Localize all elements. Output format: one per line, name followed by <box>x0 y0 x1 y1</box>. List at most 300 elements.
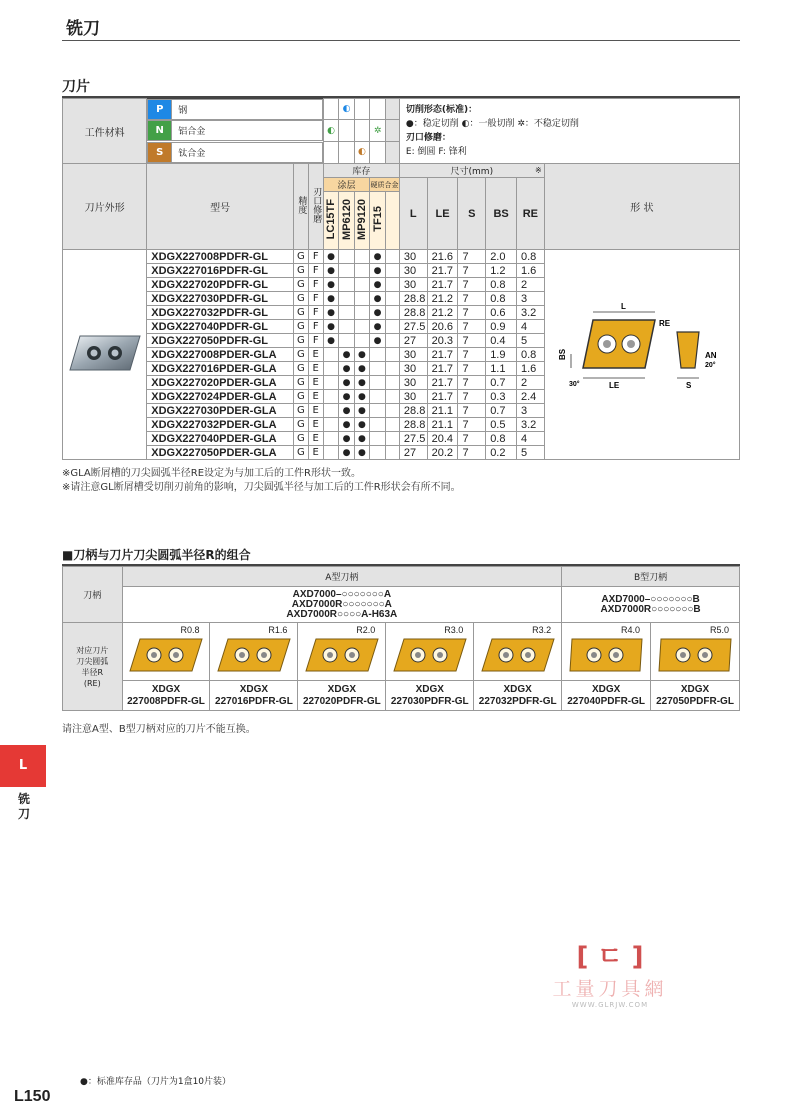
insert-image-cell <box>562 623 651 681</box>
insert-code-cell <box>298 681 386 711</box>
edge-prep-value: F <box>308 320 323 334</box>
stock-mark: ● <box>370 292 386 306</box>
dim-value: 7 <box>458 404 486 418</box>
product-code: XDGX227020PDFR-GL <box>147 278 294 292</box>
coated-label: 涂层 <box>323 178 369 192</box>
insert-code-line1: XDGX <box>327 683 357 695</box>
material-name-titanium: 钛合金 <box>172 142 323 162</box>
precision-value: G <box>294 418 308 432</box>
stock-mark <box>323 404 338 418</box>
edge-prep-value: E <box>308 446 323 460</box>
dim-label-an: AN <box>704 351 717 360</box>
holder-note: 请注意A型、B型刀柄对应的刀片不能互换。 <box>62 724 256 735</box>
type-a-code: AXD7000R○○○○A-H63A <box>286 608 398 620</box>
insert-code-line2: 227020PDFR-GL <box>302 695 381 707</box>
stock-mark: ● <box>370 278 386 292</box>
dim-value: 0.7 <box>486 376 517 390</box>
insert-image-cell <box>386 623 474 681</box>
product-code: XDGX227030PDFR-GL <box>147 292 294 306</box>
profile-diagram <box>544 250 739 460</box>
dim-value: 21.1 <box>427 404 458 418</box>
insert-code-line1: XDGX <box>591 683 621 695</box>
product-code: XDGX227032PDER-GLA <box>147 418 294 432</box>
insert-drawing-icon <box>549 298 735 408</box>
radius-label: R3.2 <box>532 625 552 635</box>
grade-mark <box>370 141 386 163</box>
insert-image-cell <box>298 623 386 681</box>
edge-prep-value: E <box>308 362 323 376</box>
product-code: XDGX227040PDER-GLA <box>147 432 294 446</box>
dim-value: 21.7 <box>427 390 458 404</box>
dim-value: 7 <box>458 320 486 334</box>
product-code: XDGX227016PDER-GLA <box>147 362 294 376</box>
stock-mark <box>323 362 338 376</box>
grade-mark: ✲ <box>370 120 386 141</box>
stock-mark: ● <box>339 404 354 418</box>
insert-code-line2: 227040PDFR-GL <box>567 695 646 707</box>
precision-value: G <box>294 320 308 334</box>
stock-mark: ● <box>339 446 354 460</box>
dim-value: 21.2 <box>427 306 458 320</box>
stock-mark <box>323 418 338 432</box>
stock-mark <box>354 264 369 278</box>
legend-cut-title: 切削形态(标准)： <box>405 105 478 115</box>
dim-value: 0.3 <box>486 390 517 404</box>
dim-value: 7 <box>458 390 486 404</box>
edge-prep-value: E <box>308 432 323 446</box>
dim-value: 30 <box>399 264 427 278</box>
stock-mark <box>323 432 338 446</box>
stock-mark <box>354 334 369 348</box>
dim-value: 0.9 <box>486 320 517 334</box>
stock-mark <box>323 390 338 404</box>
precision-value: G <box>294 404 308 418</box>
col-bs: BS <box>486 178 517 250</box>
precision-value: G <box>294 348 308 362</box>
profile-label: 形 状 <box>544 164 739 250</box>
dim-value: 7 <box>458 446 486 460</box>
dim-value: 28.8 <box>399 306 427 320</box>
insert-icon <box>566 635 646 675</box>
stock-mark: ● <box>354 348 369 362</box>
watermark <box>530 940 690 1009</box>
stock-mark: ● <box>339 390 354 404</box>
dim-value: 27.5 <box>399 320 427 334</box>
precision-value: G <box>294 278 308 292</box>
material-name-steel: 钢 <box>172 99 323 119</box>
page-title: 铣刀 <box>66 19 100 39</box>
dim-value: 0.8 <box>486 292 517 306</box>
dim-value: 0.8 <box>486 278 517 292</box>
edge-prep-value: E <box>308 418 323 432</box>
dim-value: 27 <box>399 446 427 460</box>
type-b-code: AXD7000–○○○○○○○B <box>601 593 700 605</box>
dim-value: 5 <box>517 446 545 460</box>
stock-mark: ● <box>339 432 354 446</box>
stock-mark <box>323 376 338 390</box>
stock-mark: ● <box>339 362 354 376</box>
dim-value: 21.6 <box>427 250 458 264</box>
dim-value: 2.0 <box>486 250 517 264</box>
stock-mark: ● <box>323 264 338 278</box>
insert-icon <box>126 635 206 675</box>
title-divider <box>62 40 740 41</box>
stock-mark <box>339 334 354 348</box>
dim-value: 3.2 <box>517 418 545 432</box>
stock-mark: ● <box>323 334 338 348</box>
grade-mark: ◐ <box>339 99 354 120</box>
stock-mark <box>339 306 354 320</box>
product-code: XDGX227030PDER-GLA <box>147 404 294 418</box>
dim-value: 21.7 <box>427 348 458 362</box>
shape-label: 刀片外形 <box>63 164 147 250</box>
material-name-aluminum: 铝合金 <box>172 121 323 141</box>
stock-mark <box>323 348 338 362</box>
precision-value: G <box>294 264 308 278</box>
product-code: XDGX227050PDFR-GL <box>147 334 294 348</box>
col-l: L <box>399 178 427 250</box>
insert-icon <box>302 635 382 675</box>
dim-label-s: S <box>685 381 692 390</box>
stock-mark <box>339 250 354 264</box>
grade-mark <box>370 99 386 120</box>
radius-label: R2.0 <box>356 625 376 635</box>
dim-value: 20.2 <box>427 446 458 460</box>
legend-edge-items: E: 倒圆 F: 锋利 <box>405 147 467 157</box>
dim-value: 7 <box>458 306 486 320</box>
precision-value: G <box>294 250 308 264</box>
col-re: RE <box>522 207 538 220</box>
dim-value: 2.4 <box>517 390 545 404</box>
insert-code-line1: XDGX <box>151 683 181 695</box>
dim-value: 4 <box>517 432 545 446</box>
legend-edge-title: 刃口修磨： <box>405 133 451 143</box>
dim-label-re: RE <box>658 319 670 328</box>
stock-mark <box>354 292 369 306</box>
precision-label: 精度 <box>296 195 307 214</box>
stock-mark <box>323 446 338 460</box>
dim-value: 3 <box>517 404 545 418</box>
dim-value: 30 <box>399 362 427 376</box>
radius-label: R4.0 <box>621 625 641 635</box>
watermark-logo-icon: [ ㄷ ] <box>576 942 644 972</box>
dim-value: 21.7 <box>427 264 458 278</box>
dim-value: 30 <box>399 250 427 264</box>
insert-photo <box>63 250 147 460</box>
dim-value: 30 <box>399 278 427 292</box>
edge-prep-value: F <box>308 334 323 348</box>
stock-mark: ● <box>323 306 338 320</box>
dim-value: 7 <box>458 264 486 278</box>
type-a-label: A型刀柄 <box>122 567 562 587</box>
stock-mark: ● <box>370 250 386 264</box>
stock-mark: ● <box>323 278 338 292</box>
dim-value: 20.3 <box>427 334 458 348</box>
insert-code-cell <box>122 681 210 711</box>
dim-value: 30 <box>399 376 427 390</box>
edge-prep-value: E <box>308 348 323 362</box>
stock-mark: ● <box>370 264 386 278</box>
precision-value: G <box>294 390 308 404</box>
stock-mark <box>370 432 386 446</box>
grade-mp9120: MP9120 <box>355 198 368 240</box>
dim-value: 20.4 <box>427 432 458 446</box>
insert-table <box>62 98 740 460</box>
dim-value: 7 <box>458 348 486 362</box>
dim-value: 21.7 <box>427 362 458 376</box>
product-code: XDGX227016PDFR-GL <box>147 264 294 278</box>
dim-value: 0.6 <box>486 306 517 320</box>
dim-value: 4 <box>517 320 545 334</box>
material-letter-p: P <box>148 99 172 119</box>
dim-value: 1.1 <box>486 362 517 376</box>
insert-photo-icon <box>66 330 144 376</box>
stock-mark: ● <box>339 348 354 362</box>
dim-value: 0.5 <box>486 418 517 432</box>
insert-image-cell <box>210 623 298 681</box>
insert-code-line2: 227032PDFR-GL <box>478 695 557 707</box>
insert-code-cell <box>562 681 651 711</box>
precision-value: G <box>294 432 308 446</box>
stock-mark <box>354 278 369 292</box>
edge-prep-value: F <box>308 292 323 306</box>
stock-mark <box>354 320 369 334</box>
insert-code-line2: 227016PDFR-GL <box>215 695 293 707</box>
dim-value: 2 <box>517 278 545 292</box>
dim-value: 7 <box>458 418 486 432</box>
dim-value: 7 <box>458 334 486 348</box>
precision-value: G <box>294 292 308 306</box>
product-code: XDGX227040PDFR-GL <box>147 320 294 334</box>
dim-label-angle20: 20° <box>704 362 716 369</box>
stock-mark <box>370 348 386 362</box>
insert-code-line1: XDGX <box>415 683 444 695</box>
holder-label: 刀柄 <box>63 567 123 623</box>
holder-combination-table <box>62 566 740 711</box>
watermark-text: 工量刀具網 <box>552 978 668 1000</box>
dim-value: 2 <box>517 376 545 390</box>
insert-icon <box>390 635 470 675</box>
stock-mark: ● <box>354 432 369 446</box>
legend <box>399 99 739 164</box>
stock-mark: ● <box>354 404 369 418</box>
insert-code-cell <box>474 681 562 711</box>
grade-mark <box>339 141 354 163</box>
product-code: XDGX227008PDFR-GL <box>147 250 294 264</box>
page-number: L150 <box>14 1088 51 1105</box>
insert-code-line2: 227008PDFR-GL <box>127 695 205 707</box>
insert-image-cell <box>474 623 562 681</box>
insert-code-line1: XDGX <box>503 683 532 695</box>
edge-prep-label: 刃口修磨 <box>311 186 322 223</box>
material-letter-n: N <box>148 121 172 141</box>
dim-label-bs: BS <box>557 348 567 360</box>
stock-mark: ● <box>339 376 354 390</box>
product-code: XDGX227024PDER-GLA <box>147 390 294 404</box>
dim-label-l: L <box>620 302 626 311</box>
edge-prep-value: F <box>308 278 323 292</box>
stock-mark: ● <box>323 292 338 306</box>
stock-mark: ● <box>354 390 369 404</box>
section-title-inserts: 刀片 <box>62 79 90 95</box>
dim-value: 0.2 <box>486 446 517 460</box>
stock-mark <box>370 390 386 404</box>
stock-mark <box>354 250 369 264</box>
workpiece-label: 工件材料 <box>63 99 147 164</box>
dim-value: 28.8 <box>399 292 427 306</box>
insert-label: 对应刀片 刀尖圆弧 半径R (RE) <box>63 623 123 711</box>
dim-value: 3 <box>517 292 545 306</box>
grade-mark <box>323 141 338 163</box>
insert-icon <box>214 635 294 675</box>
dim-value: 7 <box>458 376 486 390</box>
dim-value: 0.4 <box>486 334 517 348</box>
dim-value: 21.2 <box>427 292 458 306</box>
grade-mark <box>339 120 354 141</box>
dim-value: 5 <box>517 334 545 348</box>
grade-tf15: TF15 <box>371 206 384 232</box>
insert-icon <box>655 635 735 675</box>
stock-mark: ● <box>339 418 354 432</box>
dim-value: 0.7 <box>486 404 517 418</box>
stock-mark: ● <box>370 306 386 320</box>
stock-mark <box>339 264 354 278</box>
watermark-url: WWW.GLRJW.COM <box>571 1001 649 1009</box>
stock-mark <box>339 292 354 306</box>
radius-label: R0.8 <box>180 625 200 635</box>
side-tab: L <box>0 745 46 787</box>
insert-code-line1: XDGX <box>239 683 269 695</box>
edge-prep-value: E <box>308 404 323 418</box>
insert-code-cell <box>651 681 740 711</box>
precision-value: G <box>294 362 308 376</box>
dim-value: 7 <box>458 432 486 446</box>
stock-mark: ● <box>354 362 369 376</box>
insert-image-cell <box>122 623 210 681</box>
col-le: LE <box>427 178 458 250</box>
insert-code-line2: 227030PDFR-GL <box>390 695 469 707</box>
product-code: XDGX227020PDER-GLA <box>147 376 294 390</box>
insert-code-cell <box>386 681 474 711</box>
col-s: S <box>458 178 486 250</box>
product-code: XDGX227032PDFR-GL <box>147 306 294 320</box>
section-title-combination: ■刀柄与刀片刀尖圆弧半径R的组合 <box>62 548 251 562</box>
stock-mark <box>339 320 354 334</box>
dim-value: 27.5 <box>399 432 427 446</box>
note-gl: ※请注意GL断屑槽受切削刃前角的影响，刀尖圆弧半径与加工后的工件R形状会有所不同。 <box>62 482 461 493</box>
stock-mark: ● <box>323 250 338 264</box>
dim-value: 21.7 <box>427 376 458 390</box>
model-label: 型号 <box>147 164 294 250</box>
radius-label: R3.0 <box>444 625 464 635</box>
edge-prep-value: E <box>308 376 323 390</box>
dim-value: 7 <box>458 278 486 292</box>
stock-mark: ● <box>370 334 386 348</box>
precision-value: G <box>294 446 308 460</box>
dim-value: 27 <box>399 334 427 348</box>
grade-mark: ◐ <box>323 120 338 141</box>
re-note-mark: ※ <box>535 166 542 175</box>
stock-mark <box>354 306 369 320</box>
dim-value: 0.8 <box>517 348 545 362</box>
legend-cut-items: ●：稳定切削 ◐：一般切削 ✲：不稳定切削 <box>405 119 579 129</box>
radius-label: R5.0 <box>709 625 729 635</box>
dim-value: 7 <box>458 362 486 376</box>
radius-label: R1.6 <box>268 625 288 635</box>
dim-value: 7 <box>458 292 486 306</box>
dim-value: 1.9 <box>486 348 517 362</box>
stock-mark <box>370 404 386 418</box>
stock-mark <box>370 446 386 460</box>
side-label: 铣刀 <box>18 792 31 821</box>
edge-prep-value: E <box>308 390 323 404</box>
precision-value: G <box>294 306 308 320</box>
footer-note: ●：标准库存品（刀片为1盒10片装） <box>80 1077 232 1087</box>
stock-mark: ● <box>370 320 386 334</box>
insert-image-cell <box>651 623 740 681</box>
dim-value: 1.6 <box>517 264 545 278</box>
edge-prep-value: F <box>308 250 323 264</box>
stock-mark: ● <box>354 376 369 390</box>
dim-value: 20.6 <box>427 320 458 334</box>
insert-code-line1: XDGX <box>680 683 710 695</box>
dim-value: 1.2 <box>486 264 517 278</box>
insert-code-line2: 227050PDFR-GL <box>656 695 734 707</box>
grade-mark <box>323 99 338 120</box>
dim-value: 28.8 <box>399 418 427 432</box>
note-gla: ※GLA断屑槽的刀尖圆弧半径RE设定为与加工后的工件R形状一致。 <box>62 468 361 479</box>
product-code: XDGX227050PDER-GLA <box>147 446 294 460</box>
dim-value: 3.2 <box>517 306 545 320</box>
type-a-code: AXD7000R○○○○○○○A <box>291 598 392 610</box>
dim-value: 1.6 <box>517 362 545 376</box>
dim-value: 7 <box>458 250 486 264</box>
stock-mark: ● <box>354 418 369 432</box>
insert-code-cell <box>210 681 298 711</box>
edge-prep-value: F <box>308 306 323 320</box>
grade-lc15tf: LC15TF <box>325 198 338 240</box>
dim-value: 30 <box>399 390 427 404</box>
carbide-label: 硬质合金 <box>370 178 400 192</box>
edge-prep-value: F <box>308 264 323 278</box>
grade-mp6120: MP6120 <box>340 198 353 240</box>
precision-value: G <box>294 376 308 390</box>
dim-value: 0.8 <box>517 250 545 264</box>
type-b-label: B型刀柄 <box>562 567 740 587</box>
dim-label-angle30: 30° <box>568 381 580 388</box>
stock-mark: ● <box>354 446 369 460</box>
material-letter-s: S <box>148 142 172 162</box>
insert-icon <box>478 635 558 675</box>
stock-mark: ● <box>323 320 338 334</box>
dim-value: 30 <box>399 348 427 362</box>
product-code: XDGX227008PDER-GLA <box>147 348 294 362</box>
stock-mark <box>370 418 386 432</box>
stock-mark <box>370 376 386 390</box>
type-a-code: AXD7000–○○○○○○○A <box>292 588 392 600</box>
stock-mark <box>370 362 386 376</box>
dim-value: 21.7 <box>427 278 458 292</box>
stock-label: 库存 <box>323 164 399 178</box>
precision-value: G <box>294 334 308 348</box>
dim-value: 21.1 <box>427 418 458 432</box>
stock-mark <box>339 278 354 292</box>
product-row <box>63 250 740 264</box>
grade-mark <box>354 99 369 120</box>
dim-label-le: LE <box>608 381 620 390</box>
grade-mark: ◐ <box>354 141 369 163</box>
dims-label: 尺寸(mm) <box>399 164 544 178</box>
